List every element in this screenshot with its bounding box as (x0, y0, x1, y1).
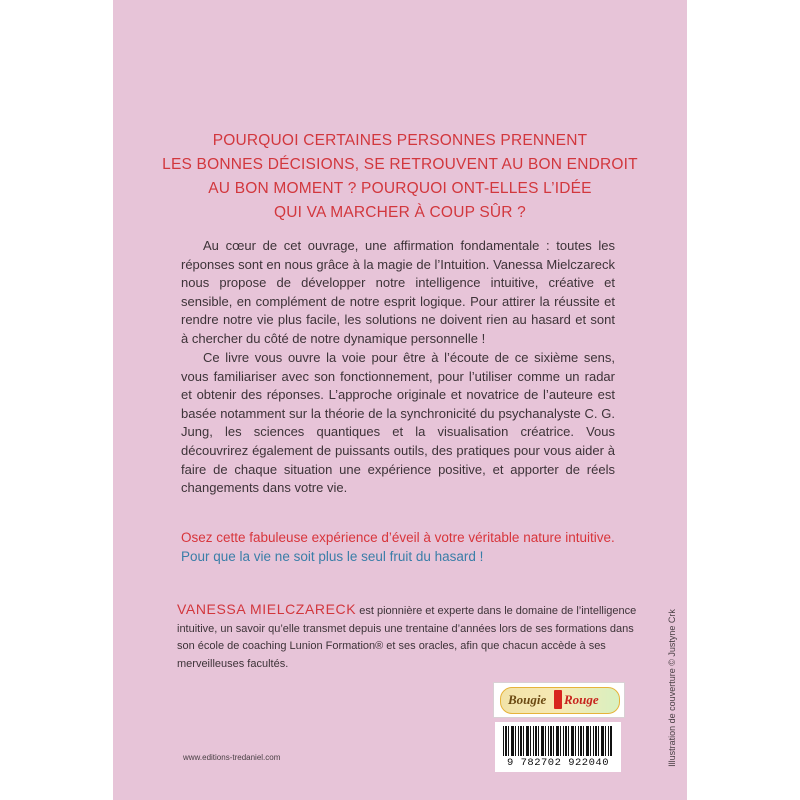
candle-icon (554, 690, 562, 709)
call-to-action (181, 528, 621, 566)
body-paragraph-1: Au cœur de cet ouvrage, une affirmation fondamentale : toutes les réponses sont en nous grâce à la magie de l’Intuition. Vanessa Mielczareck nous propose de développer notre intelligence intuitive, créative et sensible, en complément de notre esprit logique. Pour attirer la réussite et rendre notre vie plus facile, les solutions ne doivent rien au hasard et sont à chercher du côté de notre dynamique personnelle ! (181, 238, 615, 346)
logo-word-2: Rouge (564, 692, 599, 707)
headline-line: AU BON MOMENT ? POURQUOI ONT-ELLES L’IDÉE (208, 180, 592, 197)
publisher-website: www.editions-tredaniel.com (183, 753, 281, 762)
cover-headline (135, 129, 665, 225)
isbn-number: 9 782702 922040 (506, 757, 609, 769)
barcode-bars (503, 726, 613, 756)
headline-line: QUI VA MARCHER À COUP SÛR ? (273, 204, 526, 221)
headline-line: LES BONNES DÉCISIONS, SE RETROUVENT AU BON ENDROIT (162, 156, 638, 173)
author-bio (177, 601, 643, 673)
cta-blue-text: Pour que la vie ne soit plus le seul fruit du hasard ! (181, 549, 484, 564)
book-back-cover (113, 0, 687, 800)
author-name: VANESSA MIELCZARECK (177, 601, 357, 617)
illustration-credit (665, 604, 679, 772)
publisher-logo (493, 682, 625, 718)
isbn-barcode (495, 722, 621, 772)
illustration-credit-text: Illustration de couverture © Justyne Crk (667, 609, 677, 767)
author-bio-text: est pionnière et experte dans le domaine de l’intelligence intuitive, un savoir qu’elle transmet depuis une trentaine d’années lors de ses formations dans son école de coaching Lunion Formation® et ses oracles, afin que chacun accède à ses merveilleuses facultés. (177, 605, 637, 670)
headline-line: POURQUOI CERTAINES PERSONNES PRENNENT (212, 132, 588, 149)
logo-word-1: Bougie (508, 692, 547, 707)
body-paragraph-2: Ce livre vous ouvre la voie pour être à l’écoute de ce sixième sens, vous familiariser avec son fonctionnement, pour l’utiliser comme un radar et obtenir des réponses. L’approche originale et novatrice de l’auteure est basée notamment sur la théorie de la synchronicité du psychanalyste C. G. Jung, les sciences quantiques et la visualisation créatrice. Vous découvrirez également de puissants outils, des pratiques pour vous aider à faire de chaque situation une expérience positive, et apporter de réels changements dans votre vie. (181, 350, 615, 496)
cta-red-text: Osez cette fabuleuse expérience d’éveil à votre véritable nature intuitive. (181, 530, 615, 545)
